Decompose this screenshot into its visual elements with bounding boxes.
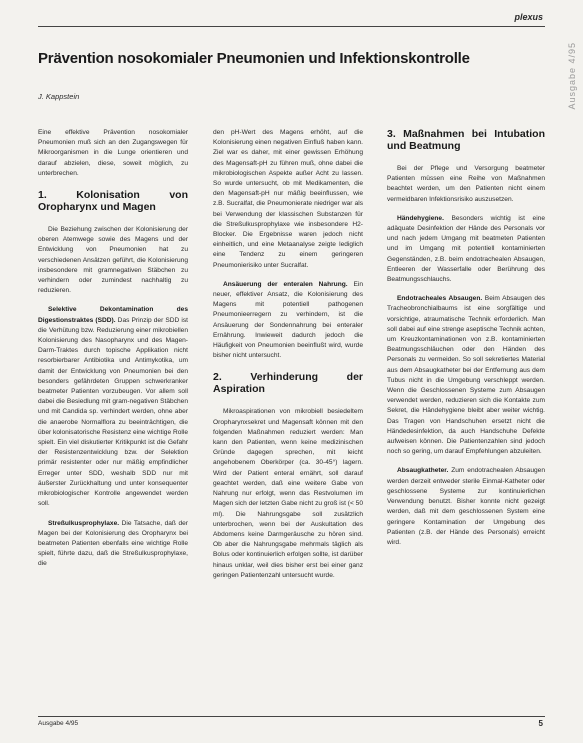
page-number: 5	[538, 719, 543, 728]
paragraph-body: Das Prinzip der SDD ist die Verhütung bzw. Reduzierung einer mikrobiellen Kolonisierung des Nasopharynx und des Magen-Darm-Traktes durch topische Applikation nicht resorbierbarer Antibiotika und Antimykotika, um damit der Entwicklung von Pneumonien bei den besonders gefährdeten Gruppen schwerkranker beatmeter Patienten vorzubeugen. Vor allem soll dabei die Besiedlung mit gram-negativen Stäbchen und mit Candida sp. verhindert werden, ohne aber die anaerobe Normalflora zu beeinträchtigen, die über kolonisatorische Resistenz eine wichtige Rolle spielt. Ein viel diskutierter Kritikpunkt ist die Gefahr der Resistenzentwicklung bzw. der Selektion primär resistenter oder nur mäßig empfindlicher Erreger unter SDD, weshalb SDD nur mit äußerster Zurückhaltung und unter konsequenter mikrobiologischer Kontrolle angewendet werden soll.	[38, 316, 188, 508]
paragraph: Die Beziehung zwischen der Kolonisierung der oberen Atemwege sowie des Magens und der Entwicklung von Pneumonien hat zu verschiedenen Ansätzen geführt, die Kolonisierung insbesondere mit gramnegativen Stäbchen zu verhindern oder zumindest nachhaltig zu reduzieren.	[38, 226, 188, 295]
paragraph: Mikroaspirationen von mikrobiell besiedeltem Oropharynxsekret und Magensaft können mit den folgenden Maßnahmen reduziert werden: Man kann den Patienten, wenn keine medizinischen Gründe dagegen sprechen, mit leicht angehobenem Oberkörper (ca. 30-45°) lagern. Wird der Patient enteral ernährt, soll darauf geachtet werden, daß eine weitere Gabe von Nahrung nur erfolgt, wenn das Restvolumen im Magen sich der letzten Gabe nicht zu groß ist (< 50 ml). Die Nahrungsgabe soll zusätzlich unterbrochen, wenn bei der Auskultation des Abdomens keine Darmgeräusche zu hören sind. Ob aber die Nahrungsgabe mehrmals täglich als Bolus oder kontinuierlich erfolgen sollte, ist darüber hinaus unklar, weil dies bisher erst bei einer ganz geringen Patientenzahl untersucht wurde.	[213, 408, 363, 579]
paragraph	[387, 466, 545, 548]
paragraph: den pH-Wert des Magens erhöht, auf die Kolonisierung einen negativen Einfluß haben kann. Ziel war es daher, mit einer gewissen Erhöhung des Magensaft-pH zu führen muß, ohne dabei die mikrobiologischen Aspekte außer Acht zu lassen. So wurde untersucht, ob mit Medikamenten, die den Magensaft-pH nur mäßig beeinflussen, wie z.B. Sucralfat, die Pneumonierate niedriger war als bei Verwendung der klassischen Substanzen für die Streßulkusprophylaxe wie insbesondere H2-Blocker. Die Ergebnisse waren jedoch nicht einheitlich, und eine Metaanalyse zeigte lediglich eine Tendenz zu einem geringeren Pneumonierisiko unter Sucralfat.	[213, 129, 363, 269]
footer-rule	[38, 716, 545, 717]
article-title: Prävention nosokomialer Pneumonien und Infektionskontrolle	[38, 50, 470, 67]
side-label: Ausgabe 4/95	[567, 42, 577, 110]
article-author: J. Kappstein	[38, 92, 80, 101]
paragraph-lead: Händehygiene.	[397, 214, 444, 222]
paragraph	[387, 294, 545, 457]
section-heading-1: 1. Kolonisation von Oropharynx und Magen	[38, 189, 188, 214]
paragraph-lead: Endotracheales Absaugen.	[397, 295, 483, 303]
paragraph-lead: Selektive Dekontamination des Digestionstraktes (SDD).	[38, 306, 188, 324]
column-1	[38, 128, 188, 579]
paragraph-body: Die Tatsache, daß der Magen bei der Kolonisierung des Oropharynx bei beatmeten Patienten ebenfalls eine wichtige Rolle spielt, führte dazu, daß die Streßulkusprophylaxe, die	[38, 519, 188, 568]
paragraph-lead: Absaugkatheter.	[397, 467, 449, 475]
column-3	[387, 128, 545, 557]
paragraph	[213, 280, 363, 362]
paragraph-body: Ein neuer, effektiver Ansatz, die Kolonisierung des Magens mit potentiell pathogenen Pneumonieerregern zu verhindern, ist die Ansäuerung der Sondennahrung bei enteraler Ernährung. Inwieweit dadurch jedoch die Häufigkeit von Pneumonien beeinflußt wird, wurde bisher nicht untersucht.	[213, 280, 363, 360]
paragraph: Bei der Pflege und Versorgung beatmeter Patienten müssen eine Reihe von Maßnahmen beachtet werden, um den Patienten nicht einem vermeidbaren Infektionsrisiko auszusetzen.	[387, 165, 545, 203]
paragraph-lead: Ansäuerung der enteralen Nahrung.	[223, 280, 348, 288]
section-heading-2: 2. Verhinderung der Aspiration	[213, 371, 363, 396]
column-2	[213, 128, 363, 590]
paragraph	[387, 214, 545, 285]
paragraph-body: Besonders wichtig ist eine adäquate Desinfektion der Hände des Personals vor und nach jedem Umgang mit beatmeten Patienten und im Umgang mit potentiell kontaminierten Gegenständen, z.B. beim endotrachealen Absaugen, Entleeren der Wasserfalle oder Berührung des Beatmungsschlauchs.	[387, 214, 545, 284]
header-rule	[38, 26, 545, 27]
intro-paragraph: Eine effektive Prävention nosokomialer Pneumonien muß sich an den Zugangswegen für Mikroorganismen in die Lunge orientieren und darauf abzielen, diese, soweit möglich, zu unterbrechen.	[38, 129, 188, 177]
paragraph-body: Beim Absaugen des Tracheobronchialbaums ist eine sorgfältige und vorsichtige, atraumatische Technik erforderlich. Man soll dabei auf eine strenge aseptische Technik achten, um Kreuzkontaminationen von z.B. kontaminierten Beatmungsschläuchen oder den Händen des Personals zu vermeiden. So soll sekretiertes Material aus dem Absaugkatheter bei der Entfernung aus dem Tubus nicht in die Umgebung verschleppt werden. Wenn die Geschlossenen Systeme zum Absaugen verwendet werden, reduzieren sich die Kontakte zum Sekret, die Händehygiene bleibt aber weiter wichtig. Das Tragen von Handschuhen ersetzt nicht die Händedesinfektion, da auch Handschuhe Defekte aufweisen können. Die Patientenzahlen sind jedoch noch so gering, um darauf Empfehlungen abzuleiten.	[387, 295, 546, 456]
journal-label: plexus	[514, 12, 543, 22]
paragraph	[38, 305, 188, 509]
paragraph-body: Zum endotrachealen Absaugen werden derzeit entweder sterile Einmal-Katheter oder geschlossene Systeme zur kontinuierlichen Verwendung benutzt. Bisher konnte nicht gezeigt werden, daß mit dem geschlossenen System eine geringere Kontamination der Umgebung des Patienten (z.B. der Hände des Personals) erreicht wird.	[387, 467, 545, 546]
section-heading-3: 3. Maßnahmen bei Intubation und Beatmung	[387, 128, 545, 152]
paragraph-lead: Streßulkusprophylaxe.	[48, 519, 120, 527]
paragraph	[38, 519, 188, 570]
footer-issue: Ausgabe 4/95	[38, 720, 79, 727]
